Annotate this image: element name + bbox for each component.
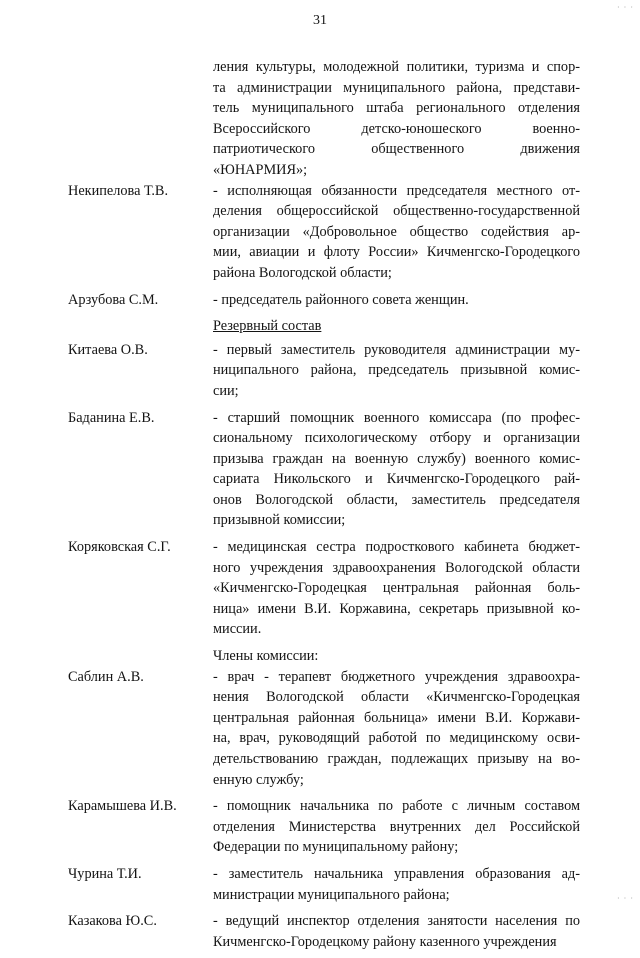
- member-entry: [0, 290, 640, 311]
- text-line: «ЮНАРМИЯ»;: [213, 161, 308, 178]
- text-line: - председатель районного совета женщин.: [213, 291, 469, 308]
- member-name: Коряковская С.Г.: [68, 539, 171, 556]
- text-line: мии, авиации и флоту России» Кичменгско-Городецкого: [213, 244, 580, 261]
- member-description: [213, 864, 580, 905]
- text-line: миссии.: [213, 621, 262, 638]
- member-name: Некипелова Т.В.: [68, 182, 169, 199]
- intro-paragraph: [0, 57, 640, 181]
- text-line: детельствованию граждан, подлежащих призыву на во-: [213, 751, 580, 767]
- member-description: [213, 290, 580, 311]
- member-entry: [0, 408, 640, 532]
- text-line: Кичменгско-Городецкому району казенного учреждения: [213, 933, 557, 950]
- text-line: патриотического общественного движения: [213, 141, 580, 158]
- text-line: тель муниципального штаба регионального отделения: [213, 100, 580, 117]
- member-entry: [0, 537, 640, 640]
- text-line: «Кичменгско-Городецкая центральная районная боль-: [213, 580, 580, 597]
- member-entry: [0, 181, 640, 284]
- text-line: призыва граждан на военную службу) военного комис-: [213, 450, 580, 467]
- text-line: та администрации муниципального района, представи-: [213, 79, 580, 96]
- text-line: енную службу;: [213, 771, 304, 788]
- member-description: [213, 340, 580, 402]
- scan-artifact: · · ·: [617, 894, 634, 903]
- text-line: ного учреждения здравоохранения Вологодской области: [213, 559, 580, 576]
- member-description: [213, 537, 580, 640]
- page-number: 31: [313, 13, 327, 28]
- member-description: [213, 911, 580, 952]
- text-line: ления культуры, молодежной политики, туризма и спор-: [213, 59, 580, 75]
- member-entry: [0, 340, 640, 402]
- member-name: Баданина Е.В.: [68, 409, 155, 426]
- text-line: сариата Никольского и Кичменгско-Городецкого рай-: [213, 471, 580, 488]
- text-line: ниципального района, председатель призывной комис-: [213, 362, 580, 379]
- text-line: - первый заместитель руководителя администрации му-: [213, 341, 580, 358]
- text-line: на, врач, руководящий работой по медицинскому осви-: [213, 730, 580, 747]
- text-line: деления общероссийской общественно-государственной: [213, 203, 580, 220]
- text-line: - исполняющая обязанности председателя местного от-: [213, 182, 580, 199]
- text-line: онов Вологодской области, заместитель председателя: [213, 491, 580, 508]
- member-name: Карамышева И.В.: [68, 798, 177, 815]
- text-line: - врач - терапевт бюджетного учреждения здравоохра-: [213, 668, 580, 685]
- text-line: - старший помощник военного комиссара (по профес-: [213, 409, 580, 426]
- member-name: Китаева О.В.: [68, 341, 148, 358]
- members-heading: Члены комиссии:: [213, 648, 319, 665]
- text-line: - медицинская сестра подросткового кабинета бюджет-: [213, 539, 580, 556]
- text-line: района Вологодской области;: [213, 264, 392, 281]
- member-description: [213, 667, 580, 791]
- member-entry: [0, 667, 640, 791]
- member-entry: [0, 864, 640, 905]
- text-line: Федерации по муниципальному району;: [213, 839, 459, 856]
- member-entry: [0, 911, 640, 952]
- text-line: ница» имени В.И. Коржавина, секретарь призывной ко-: [213, 600, 580, 617]
- scan-artifact: · · ·: [617, 3, 634, 12]
- text-line: министрации муниципального района;: [213, 886, 450, 903]
- member-entry: [0, 796, 640, 858]
- member-description: [213, 408, 580, 532]
- member-name: Арзубова С.М.: [68, 291, 159, 308]
- text-line: - ведущий инспектор отделения занятости населения по: [213, 913, 580, 930]
- intro-description: [213, 57, 580, 181]
- text-line: - заместитель начальника управления образования ад-: [213, 865, 580, 882]
- text-line: Всероссийского детско-юношеского военно-: [213, 120, 580, 137]
- member-description: [213, 796, 580, 858]
- reserve-members-list: [0, 340, 640, 646]
- text-line: призывной комиссии;: [213, 512, 346, 529]
- text-line: сиональному психологическому отбору и организации: [213, 430, 580, 447]
- member-description: [213, 181, 580, 284]
- text-line: сии;: [213, 382, 239, 399]
- member-name: Саблин А.В.: [68, 668, 144, 685]
- commission-members-list: [0, 667, 640, 958]
- document-body: [0, 57, 640, 958]
- main-members-list: [0, 181, 640, 317]
- text-line: организации «Добровольное общество содействия ар-: [213, 223, 580, 240]
- text-line: - помощник начальника по работе с личным составом: [213, 798, 580, 815]
- member-name: Чурина Т.И.: [68, 865, 142, 882]
- text-line: нения Вологодской области «Кичменгско-Городецкая: [213, 689, 580, 706]
- text-line: отделения Министерства внутренних дел Российской: [213, 818, 580, 835]
- reserve-heading: Резервный состав: [213, 318, 322, 335]
- member-name: Казакова Ю.С.: [68, 913, 157, 930]
- text-line: центральная районная больница» имени В.И. Коржави-: [213, 709, 580, 726]
